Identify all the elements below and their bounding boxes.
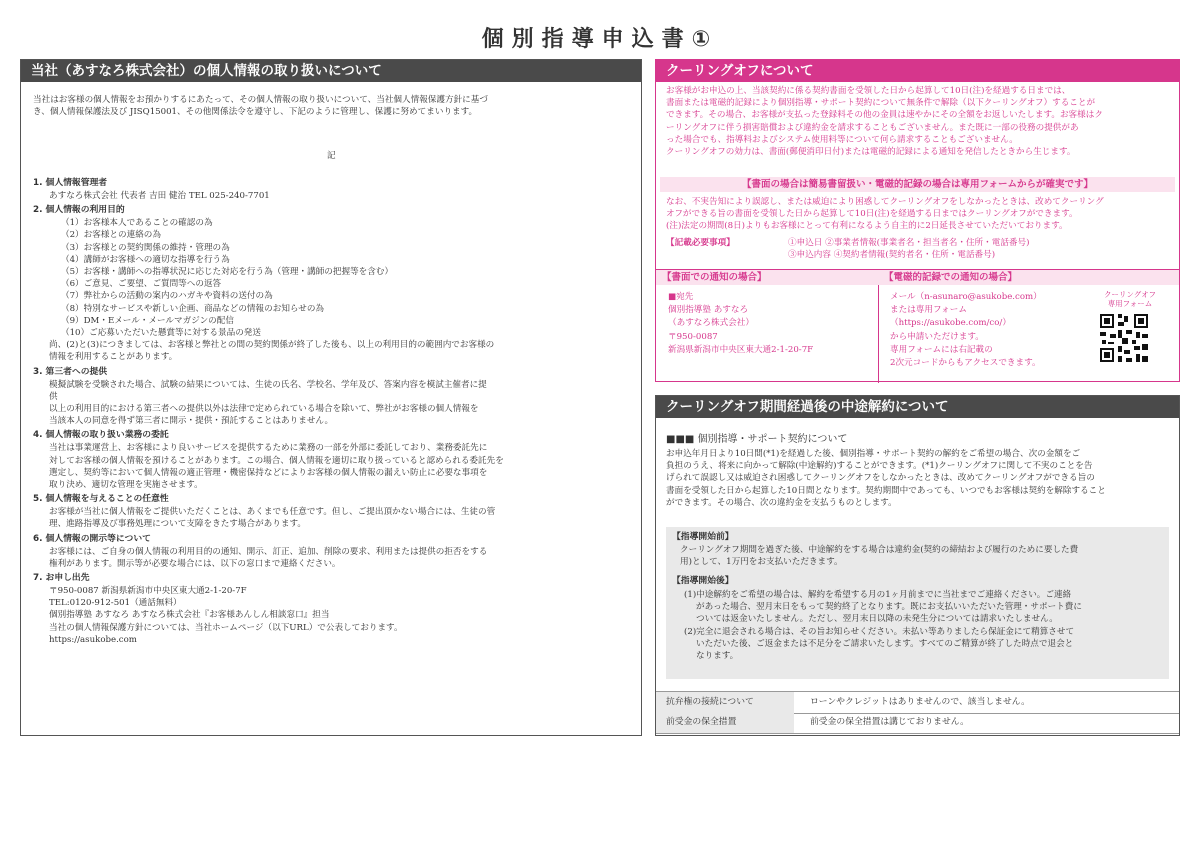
required-items: ①申込日 ②事業者情報(事業者名・担当者名・住所・電話番号) <box>788 238 1030 248</box>
section-title: 3. 第三者への提供 <box>33 366 108 377</box>
midterm-section <box>655 395 1180 736</box>
cooling-note: (注)法定の期間(8日)よりもお客様にとって有利になるよう自主的に2日延長させていただいております。 <box>666 221 1068 232</box>
midterm-subtitle: ■■■ 個別指導・サポート契約について <box>666 434 848 445</box>
paper-notice-col <box>656 269 879 383</box>
section-text: 供 <box>49 391 58 402</box>
after-title: 【指導開始後】 <box>672 576 734 586</box>
electronic-notice-title: 【電磁的記録での通知の場合】 <box>878 270 1179 285</box>
midterm-text: お申込年月日より10日間(*1)を経過した後、個別指導・サポート契約の解約をご希望の場合、次の金額をご <box>666 449 1081 459</box>
ki-mark: 記 <box>327 151 336 161</box>
list-item: （5）お客様・講師への指導状況に応じた対応を行う為（管理・講師の把握等を含む） <box>61 267 394 278</box>
after-text: なります。 <box>696 651 739 662</box>
electronic-notice-col <box>878 269 1179 383</box>
cooling-text: ーリングオフに伴う損害賠償および違約金を請求することもございません。また既に一部の役務の提供があ <box>666 122 1079 133</box>
cooling-note: オフができる旨の書面を受領した日から起算して10日(注)を経過する日まではクーリングオフができます。 <box>666 209 1078 220</box>
paper-line: 個別指導塾 あすなろ <box>668 305 749 316</box>
list-item: （3）お客様との契約関係の維持・管理の為 <box>61 242 230 253</box>
section-title: 1. 個人情報管理者 <box>33 178 108 188</box>
midterm-text: ができます。その場合、次の違約金を支払うものとします。 <box>666 497 897 508</box>
page-title: 個別指導申込書① <box>481 27 719 52</box>
address: 〒950-0087 新潟県新潟市中央区東大通2-1-20-7F <box>49 586 247 597</box>
privacy-header: 当社（あすなろ株式会社）の個人情報の取り扱いについて <box>21 60 641 82</box>
section-text: お客様には、ご自身の個人情報の利用目的の通知、開示、訂正、追加、削除の要求、利用または提供の拒否をする <box>49 546 488 557</box>
section-text: 個別指導塾 あすなろ あすなろ株式会社『お客様あんしん相談窓口』担当 <box>49 610 330 621</box>
cooling-off-header: クーリングオフについて <box>656 60 1179 82</box>
cooling-text: できます。その場合、お客様が支払った登録料その他の金員は速やかにその全額をお返しいたします。お客様はク <box>666 110 1103 121</box>
section-text: あすなろ株式会社 代表者 吉田 健治 TEL 025-240-7701 <box>49 191 270 201</box>
section-text: 理、進路指導及び事務処理について支障をきたす場合があります。 <box>49 519 306 530</box>
paper-line: （あすなろ株式会社） <box>668 318 754 329</box>
list-item: （6）ご意見、ご要望、ご質問等への返答 <box>61 279 222 290</box>
required-label: 【記載必要事項】 <box>666 238 735 248</box>
section-title: 7. お申し出先 <box>33 573 90 584</box>
section-title: 4. 個人情報の取り扱い業務の委託 <box>33 430 169 441</box>
table-row <box>656 712 1179 734</box>
privacy-section <box>20 59 642 736</box>
section-text: 尚、(2)と(3)につきましては、お客様と弊社との間の契約関係が終了した後も、以上の利用目的の範囲内でお客様の <box>49 340 495 351</box>
row-value: ローンやクレジットはありませんので、該当しません。 <box>810 697 1030 707</box>
midterm-header: クーリングオフ期間経過後の中途解約について <box>656 396 1179 418</box>
paper-notice-title: 【書面での通知の場合】 <box>656 270 878 285</box>
before-title: 【指導開始前】 <box>672 532 734 542</box>
emag-line: から申請いただけます。 <box>890 331 984 342</box>
list-item: （10）ご応募いただいた懸賞等に対する景品の発送 <box>61 328 261 339</box>
section-text: 情報を利用することがあります。 <box>49 352 178 363</box>
midterm-text: 書面を受領した日から起算した10日間となります。契約期間中であっても、いつでもお客様は契約を解除すること <box>666 485 1106 496</box>
after-text: (2)完全に退会される場合は、その旨お知らせください。未払い等ありましたら保証金にて精算させて <box>684 626 1075 637</box>
section-text: 模擬試験を受験された場合、試験の結果については、生徒の氏名、学校名、学年及び、答案内容を模試主催者に提 <box>49 379 487 390</box>
after-text: ついては返金いたしません。ただし、翌月末日以降の未発生分については請求いたしません。 <box>696 614 1058 625</box>
list-item: （8）特別なサービスや新しい企画、商品などの情報のお知らせの為 <box>61 303 325 314</box>
email-link[interactable]: メール（n-asunaro@asukobe.com） <box>890 292 1042 302</box>
paper-line: ■宛先 <box>668 292 694 302</box>
cooling-text: 書面または電磁的記録により個別指導・サポート契約について無条件で解除（以下クーリングオフ）することが <box>666 98 1096 109</box>
section-text: 対してお客様の個人情報を預けることがあります。この場合、個人情報を適切に取り扱っていると認められる委託先を <box>49 455 504 466</box>
list-item: （7）弊社からの活動の案内のハガキや資料の送付の為 <box>61 291 273 302</box>
cooling-off-section <box>655 59 1180 382</box>
purpose-list <box>33 217 633 339</box>
table-row <box>656 691 1179 714</box>
cooling-text: お客様がお申込の上、当該契約に係る契約書面を受領した日から起算して10日(注)を経過する日までは、 <box>666 86 1071 96</box>
list-item: （2）お客様との連絡の為 <box>61 230 161 241</box>
notice-bar: 【書面の場合は簡易書留扱い・電磁的記録の場合は専用フォームからが確実です】 <box>660 177 1175 192</box>
website-link[interactable]: https://asukobe.com <box>49 634 137 645</box>
after-text: があった場合、翌月末日をもって契約終了となります。既にお支払いいただいた管理・サポート費に <box>696 602 1082 613</box>
section-text: 選定し、契約等において個人情報の適正管理・機密保持などによりお客様の個人情報の漏えい防止に必要な事項を <box>49 467 488 478</box>
list-item: （1）お客様本人であることの確認の為 <box>61 218 213 229</box>
section-text: 当社は事業運営上、お客様により良いサービスを提供するために業務の一部を外部に委託しており、業務委託先に <box>49 443 488 454</box>
qr-code-icon[interactable] <box>1098 312 1150 364</box>
before-text: クーリングオフ期間を過ぎた後、中途解約をする場合は違約金(契約の締結および履行のために要した費 <box>680 545 1079 555</box>
section-title: 5. 個人情報を与えることの任意性 <box>33 494 169 505</box>
form-link[interactable]: （https://asukobe.com/co/） <box>890 318 1011 329</box>
emag-line: または専用フォーム <box>890 305 967 316</box>
list-item: （9）DM・Eメール・メールマガジンの配信 <box>61 315 234 326</box>
midterm-text: 負担のうえ、将来に向かって解除(中途解約)することができます。(*1)クーリングオフに関して不実のことを告 <box>666 461 1093 472</box>
section-text: お客様が当社に個人情報をご提供いただくことは、あくまでも任意です。但し、ご提出頂かない場合には、生徒の管 <box>49 507 496 518</box>
section-text: 当社の個人情報保護方針については、当社ホームページ（以下URL）で公表しております。 <box>49 622 403 633</box>
intro-line: 当社はお客様の個人情報をお預かりするにあたって、その個人情報の取り扱いについて、当社個人情報保護方針に基づ <box>33 95 488 105</box>
paper-line: 〒950-0087 <box>668 331 718 342</box>
phone: TEL:0120-912-501（通話無料） <box>49 598 182 609</box>
cooling-text: った場合でも、指導料およびシステム使用料等について何ら請求することもございません。 <box>666 134 1018 145</box>
cooling-text: クーリングオフの効力は、書面(郵便消印日付)または電磁的記録による通知を発信したときから生じます。 <box>666 147 1076 158</box>
qr-label: クーリングオフ <box>1103 290 1157 299</box>
row-label: 前受金の保全措置 <box>656 712 794 733</box>
after-text: いただいた後、ご返金または不足分をご請求いたします。すべてのご精算が終了した時点で退会と <box>696 638 1074 649</box>
section-text: 権利があります。開示等が必要な場合には、以下の窓口まで連絡ください。 <box>49 558 341 569</box>
section-title: 2. 個人情報の利用目的 <box>33 205 125 216</box>
paper-line: 新潟県新潟市中央区東大通2-1-20-7F <box>668 344 814 355</box>
penalty-box <box>666 527 1169 679</box>
after-text: (1)中途解約をご希望の場合は、解約を希望する月の1ヶ月前までに当社までご連絡ください。ご連絡 <box>684 590 1072 600</box>
cooling-note: なお、不実告知により誤認し、または威迫により困惑してクーリングオフをしなかったときは、改めてクーリング <box>666 197 1104 207</box>
section-text: 取り決め、適切な管理を実施させます。 <box>49 480 203 491</box>
emag-line: 専用フォームには右記載の <box>890 344 993 355</box>
section-text: 当該本人の同意を得ず第三者に開示・提供・預託することはありません。 <box>49 416 334 427</box>
row-value: 前受金の保全措置は講じておりません。 <box>810 717 969 727</box>
section-text: 以上の利用目的における第三者への提供以外は法律で定められている場合を除いて、弊社がお客様の個人情報を <box>49 404 479 415</box>
intro-line: き、個人情報保護法及び JISQ15001、その他関係法令を遵守し、下記のように管理し、保護に努めてまいります。 <box>33 107 478 118</box>
row-label: 抗弁権の接続について <box>656 692 794 713</box>
before-text: 用)として、1万円をお支払いただきます。 <box>680 557 843 568</box>
required-items: ③申込内容 ④契約者情報(契約者名・住所・電話番号) <box>788 250 996 261</box>
list-item: （4）講師がお客様への適切な指導を行う為 <box>61 254 230 265</box>
section-title: 6. 個人情報の開示等について <box>33 533 151 544</box>
midterm-text: げられて誤認し又は威迫され困惑してクーリングオフをしなかったときは、改めてクーリングオフができる旨の <box>666 473 1095 484</box>
qr-label: 専用フォーム <box>1107 299 1153 308</box>
emag-line: 2次元コードからもアクセスできます。 <box>890 358 1041 369</box>
